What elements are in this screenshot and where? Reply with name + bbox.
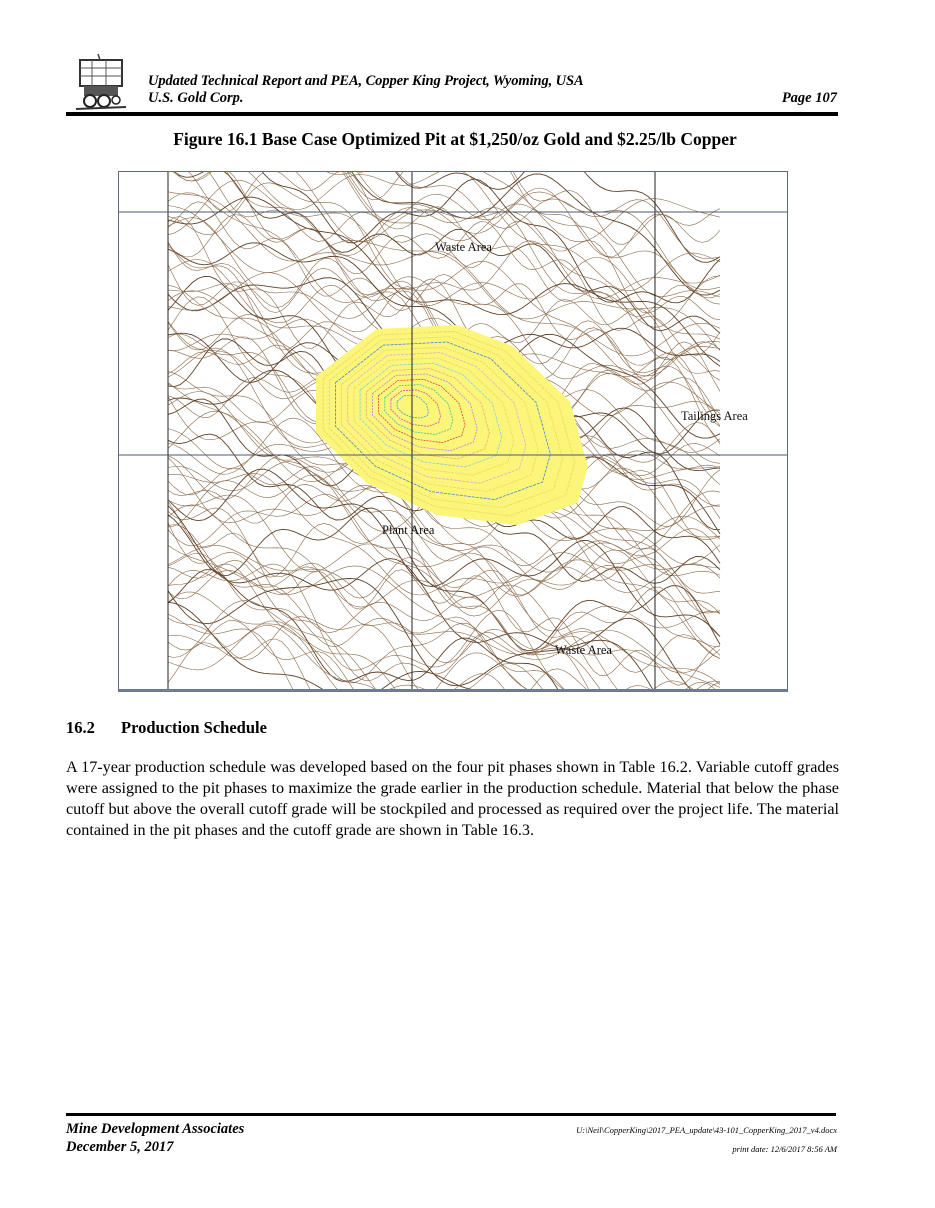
label-waste-area-south: Waste Area: [555, 643, 612, 657]
label-waste-area-north: Waste Area: [435, 240, 492, 254]
contour-line: [168, 553, 720, 692]
footer-rule: [66, 1113, 836, 1116]
contour-line: [168, 579, 720, 693]
contour-line: [168, 617, 720, 692]
footer-print-date: print date: 12/6/2017 8:56 AM: [732, 1144, 837, 1154]
figure-caption: Figure 16.1 Base Case Optimized Pit at $1,250/oz Gold and $2.25/lb Copper: [173, 129, 737, 149]
footer-file-path: U:\Neil\CopperKing\2017_PEA_update\43-101_CopperKing_2017_v4.docx: [576, 1125, 837, 1135]
header-rule: [66, 112, 838, 116]
footer-organization: Mine Development Associates: [66, 1121, 245, 1137]
footer-date: December 5, 2017: [66, 1139, 174, 1155]
contour-line: [168, 564, 720, 692]
contour-line: [168, 508, 720, 651]
contour-line: [168, 523, 720, 655]
optimized-pit-shell: [317, 326, 587, 524]
company-logo: [70, 52, 132, 112]
page-number: Page 107: [781, 90, 837, 106]
contour-line: [168, 502, 720, 686]
section-number: 16.2: [66, 718, 95, 737]
company-name: U.S. Gold Corp.: [148, 90, 244, 106]
contour-line: [168, 602, 720, 692]
body-paragraph: A 17-year production schedule was developed based on the four pit phases shown in Table 16.2. Variable cutoff grades were assigned to the pit phases to maximize the grade earlier in the production schedule. Material that below the phase cutoff but above the overall cutoff grade will be stockpiled and processed as required over the project life. The material contained in the pit phases and the cutoff grade are shown in Table 16.3.: [66, 758, 839, 839]
map-blank-margin: [119, 172, 168, 692]
section-title: Production Schedule: [121, 718, 267, 737]
map-blank-margin: [724, 172, 788, 692]
label-tailings-area: Tailings Area: [681, 409, 748, 423]
contour-line: [168, 525, 720, 693]
report-title: Updated Technical Report and PEA, Copper King Project, Wyoming, USA: [148, 73, 584, 89]
mining-machine-logo-icon: [70, 52, 132, 112]
pit-map-figure: [118, 171, 788, 692]
contour-line: [168, 564, 720, 692]
contour-line: [168, 620, 720, 692]
label-plant-area: Plant Area: [382, 523, 435, 537]
contour-line: [168, 545, 720, 684]
